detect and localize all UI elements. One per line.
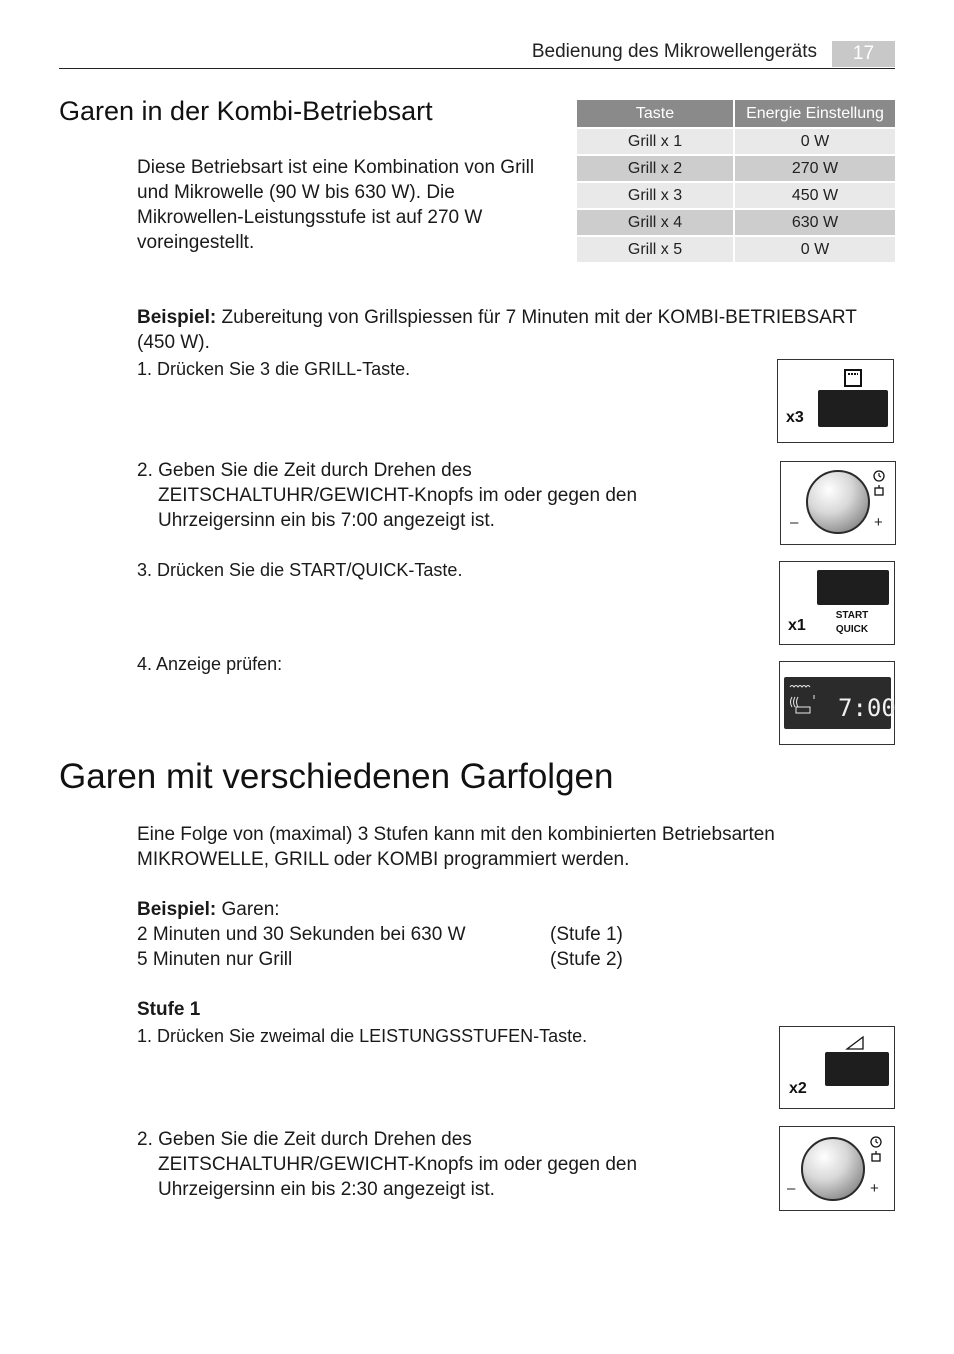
step-line: ZEITSCHALTUHR/GEWICHT-Knopfs im oder gegen den bbox=[158, 1154, 638, 1175]
display-illustration bbox=[779, 661, 895, 745]
table-header-taste: Taste bbox=[577, 100, 735, 127]
kombi-step-1: 1. Drücken Sie 3 die GRILL-Taste. bbox=[137, 359, 411, 379]
page-number: 17 bbox=[832, 41, 895, 67]
table-cell: 630 W bbox=[735, 208, 895, 235]
lcd-display bbox=[784, 677, 896, 729]
start-quick-label bbox=[822, 609, 882, 637]
kombi-intro-line: voreingestellt. bbox=[137, 232, 255, 253]
plus-sign: + bbox=[870, 1180, 879, 1197]
timer-weight-knob bbox=[806, 470, 870, 534]
table-header-energie: Energie Einstellung bbox=[735, 100, 895, 127]
start-quick-illustration bbox=[779, 561, 895, 645]
timer-weight-knob bbox=[801, 1137, 865, 1201]
table-cell: Grill x 5 bbox=[577, 235, 735, 262]
garfolgen-example bbox=[137, 897, 280, 922]
start-quick-key bbox=[817, 570, 889, 605]
kombi-intro-line: Diese Betriebsart ist eine Kombination von Grill bbox=[137, 157, 535, 178]
kombi-intro-line: und Mikrowelle (90 W bis 630 W). Die bbox=[137, 182, 455, 203]
start-multiplier: x1 bbox=[788, 617, 806, 634]
table-row bbox=[577, 235, 895, 262]
minus-sign: – bbox=[790, 514, 799, 531]
garfolgen-step-2 bbox=[137, 1127, 637, 1202]
kombi-mode-icon bbox=[788, 683, 820, 719]
step-line: Uhrzeigersinn ein bis 7:00 angezeigt ist. bbox=[158, 510, 495, 531]
table-cell: Grill x 1 bbox=[577, 127, 735, 154]
garfolgen-step-1: 1. Drücken Sie zweimal die LEISTUNGSSTUFEN-Taste. bbox=[137, 1026, 588, 1046]
plus-sign: + bbox=[874, 514, 883, 531]
table-row bbox=[577, 127, 895, 154]
table-row bbox=[577, 154, 895, 181]
grill-button-illustration bbox=[777, 359, 894, 443]
table-cell: 450 W bbox=[735, 181, 895, 208]
stage-label: (Stufe 2) bbox=[550, 949, 623, 970]
example-text: Garen: bbox=[216, 899, 280, 920]
kombi-example bbox=[137, 305, 877, 355]
table-cell: 0 W bbox=[735, 127, 895, 154]
kombi-step-2 bbox=[137, 458, 637, 533]
section-heading-garfolgen: Garen mit verschiedenen Garfolgen bbox=[59, 757, 614, 796]
kombi-step-3: 3. Drücken Sie die START/QUICK-Taste. bbox=[137, 560, 463, 580]
garfolgen-intro bbox=[137, 822, 775, 872]
step-line: 2. Geben Sie die Zeit durch Drehen des bbox=[137, 460, 472, 481]
power-level-key bbox=[825, 1052, 889, 1086]
time-readout-text: 7:00 bbox=[838, 694, 896, 722]
example-label: Beispiel: bbox=[137, 899, 217, 920]
clock-weight-icon bbox=[872, 470, 886, 498]
grill-icon bbox=[844, 369, 862, 387]
stufe1-heading: Stufe 1 bbox=[137, 999, 201, 1020]
table-row bbox=[577, 181, 895, 208]
start-label: START bbox=[835, 610, 869, 621]
kombi-step-4: 4. Anzeige prüfen: bbox=[137, 654, 283, 674]
grill-multiplier: x3 bbox=[786, 409, 804, 426]
minus-sign: – bbox=[787, 1180, 796, 1197]
table-row bbox=[577, 208, 895, 235]
example-text: Zubereitung von Grillspiessen für 7 Minuten mit der KOMBI-BETRIEBSART bbox=[216, 307, 857, 328]
timer-knob-illustration bbox=[780, 461, 896, 545]
table-cell: Grill x 2 bbox=[577, 154, 735, 181]
step-line: Uhrzeigersinn ein bis 2:30 angezeigt ist. bbox=[158, 1179, 495, 1200]
power-level-illustration bbox=[779, 1026, 895, 1109]
garfolgen-intro-line: MIKROWELLE, GRILL oder KOMBI programmiert werden. bbox=[137, 849, 630, 870]
time-readout bbox=[838, 694, 896, 722]
table-cell: Grill x 3 bbox=[577, 181, 735, 208]
timer-knob-illustration bbox=[779, 1126, 895, 1211]
quick-label: QUICK bbox=[835, 624, 869, 635]
stage-line: 2 Minuten und 30 Sekunden bei 630 W bbox=[137, 924, 466, 945]
header-rule bbox=[59, 68, 895, 69]
running-header-title: Bedienung des Mikrowellengeräts bbox=[531, 41, 817, 62]
table-cell: Grill x 4 bbox=[577, 208, 735, 235]
kombi-intro bbox=[137, 155, 534, 255]
grill-button-key bbox=[818, 390, 888, 427]
step-line: 2. Geben Sie die Zeit durch Drehen des bbox=[137, 1129, 472, 1150]
example-label: Beispiel: bbox=[137, 307, 217, 328]
garfolgen-intro-line: Eine Folge von (maximal) 3 Stufen kann mit den kombinierten Betriebsarten bbox=[137, 824, 775, 845]
stage-line: 5 Minuten nur Grill bbox=[137, 949, 293, 970]
kombi-intro-line: Mikrowellen-Leistungsstufe ist auf 270 W bbox=[137, 207, 483, 228]
stage-label: (Stufe 1) bbox=[550, 924, 623, 945]
section-heading-kombi: Garen in der Kombi-Betriebsart bbox=[59, 96, 433, 126]
clock-weight-icon bbox=[869, 1136, 883, 1164]
table-cell: 0 W bbox=[735, 235, 895, 262]
power-level-icon bbox=[846, 1036, 864, 1050]
table-header-row bbox=[577, 100, 895, 127]
power-multiplier: x2 bbox=[789, 1080, 807, 1097]
step-line: ZEITSCHALTUHR/GEWICHT-Knopfs im oder gegen den bbox=[158, 485, 638, 506]
table-cell: 270 W bbox=[735, 154, 895, 181]
power-table bbox=[577, 100, 895, 262]
example-text-cont: (450 W). bbox=[137, 332, 210, 353]
